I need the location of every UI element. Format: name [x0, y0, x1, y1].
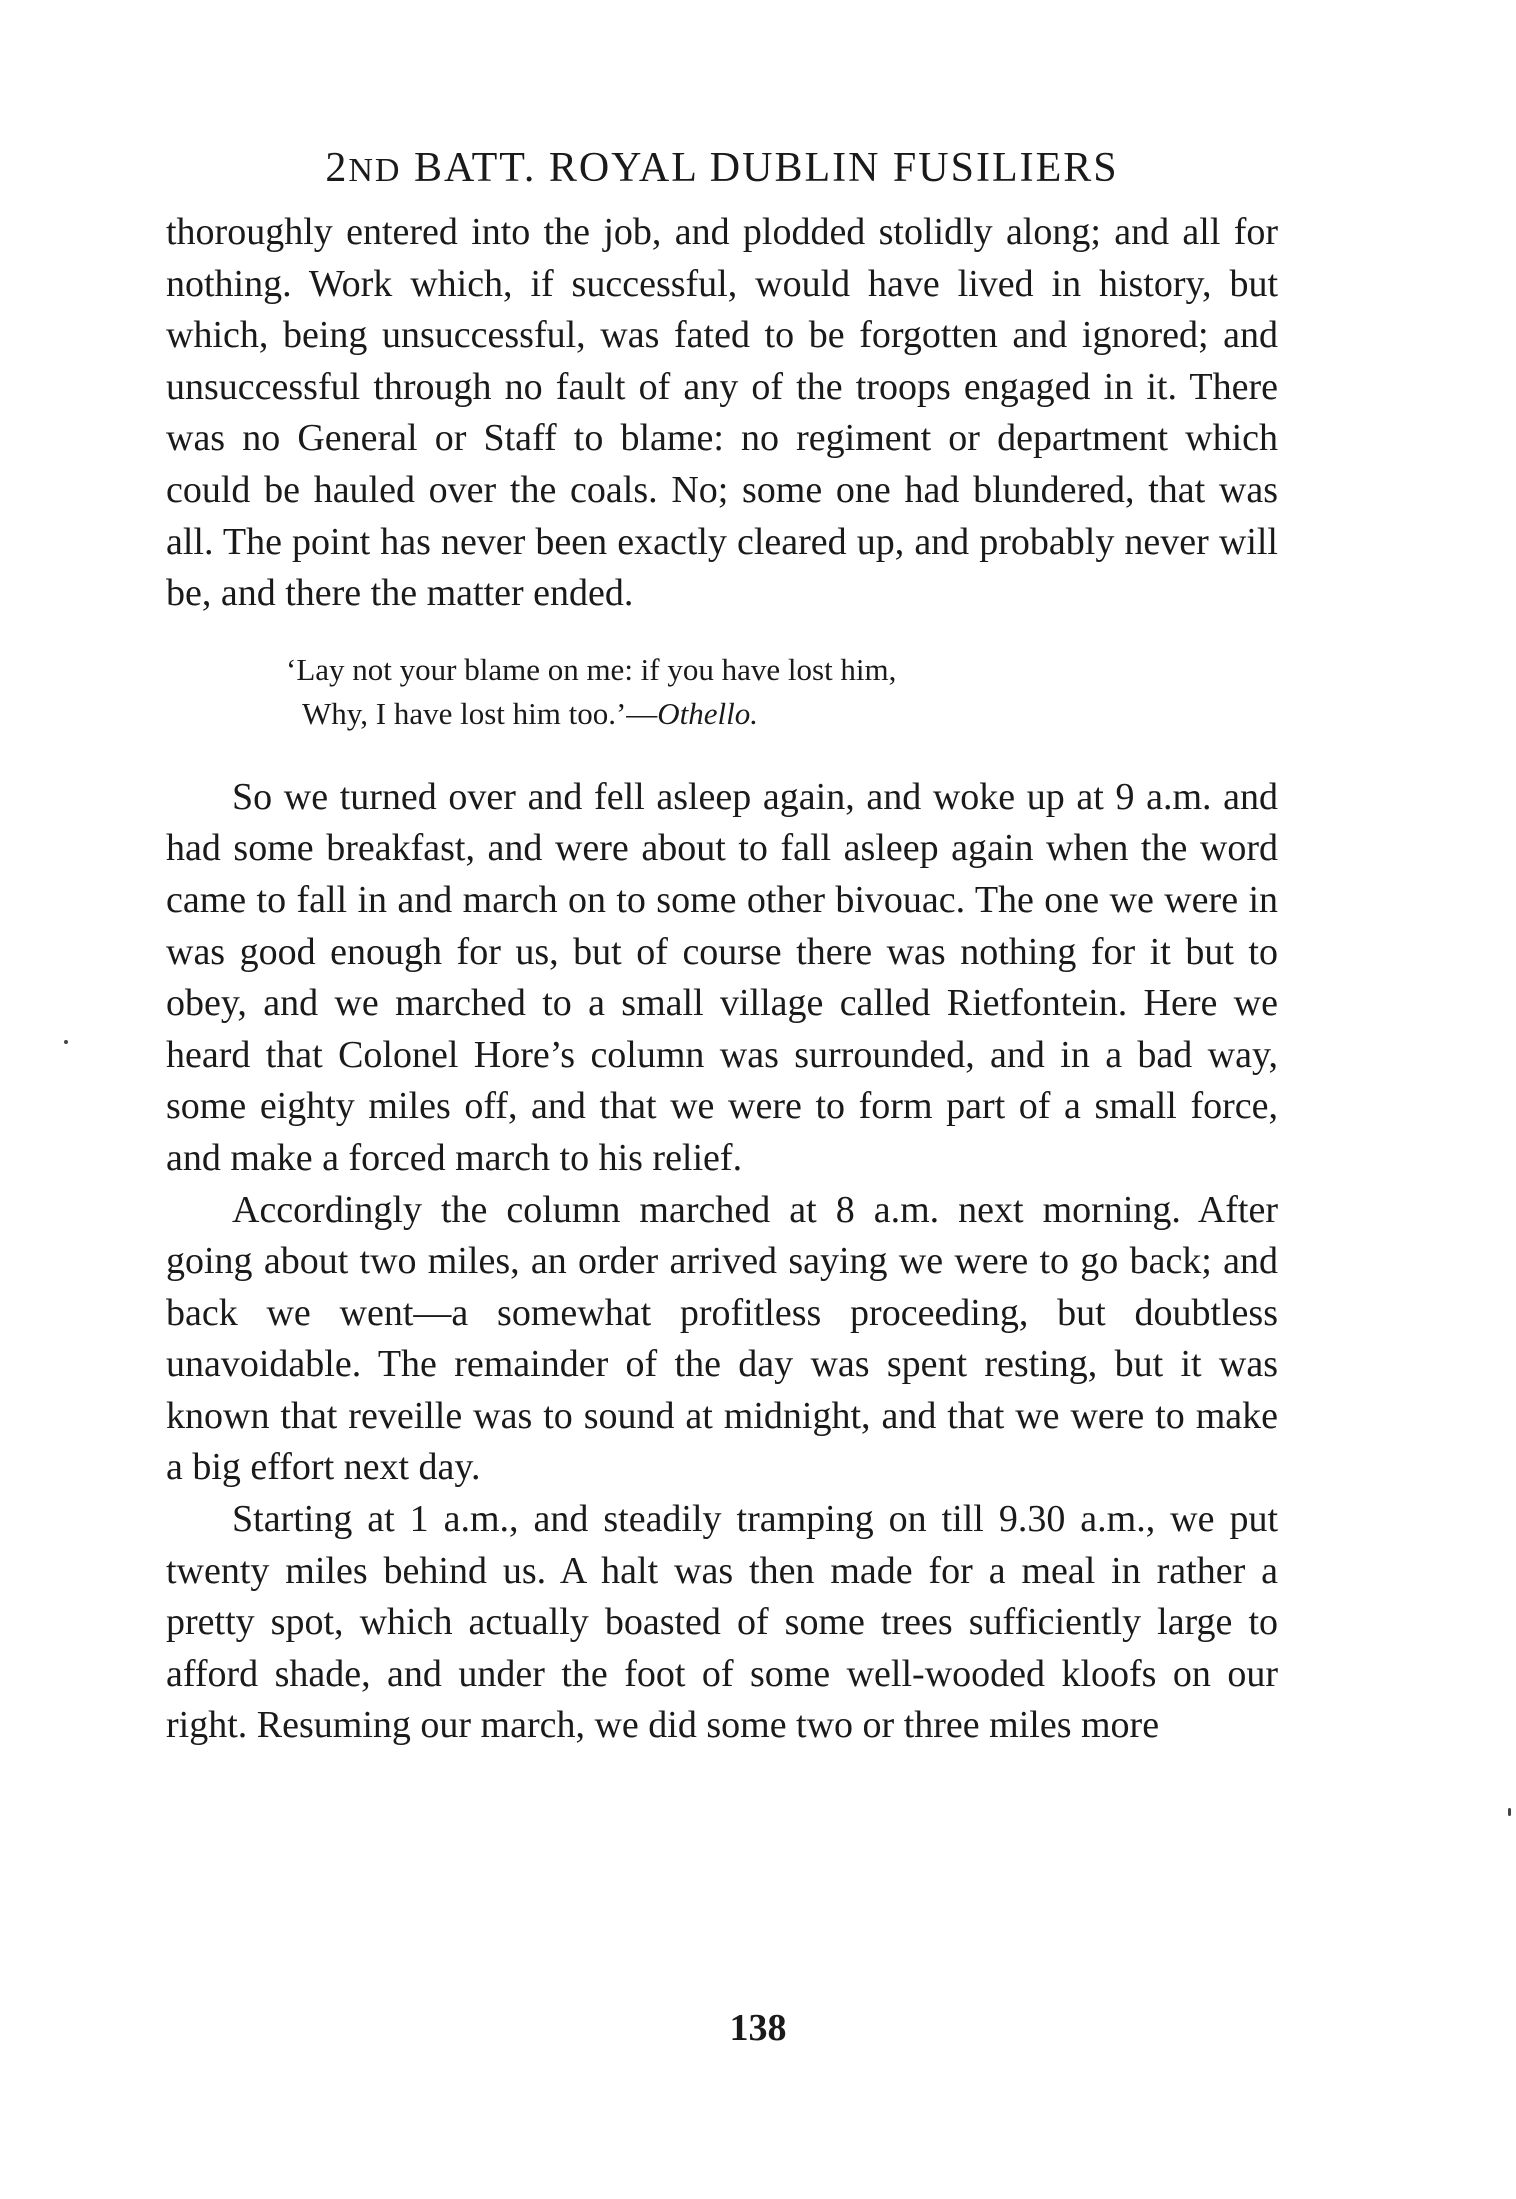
paper-speck	[1508, 1808, 1511, 1816]
header-ordinal-suffix: ND	[348, 152, 402, 189]
header-title: BATT. ROYAL DUBLIN FUSILIERS	[401, 145, 1119, 191]
paragraph-4: Starting at 1 a.m., and steadily tramping on till 9.30 a.m., we put twenty miles behind us. A halt was then made for a meal in rather a pretty spot, which actually boasted of some trees sufficiently large to afford shade, and under the foot of some well-wooded kloofs on our right. Resuming our march, we did some two or three miles more	[166, 1498, 1278, 1747]
body-text	[166, 207, 1278, 1752]
quote-line-1: ‘Lay not your blame on me: if you have lost him,	[286, 651, 897, 687]
page	[166, 140, 1278, 1752]
paragraph-3: Accordingly the column marched at 8 a.m. next morning. After going about two miles, an order arrived saying we were to go back; and back we went—a somewhat profitless proceeding, but doubtless unavoidable. The remainder of the day was spent resting, but it was known that reveille was to sound at midnight, and that we were to make a big effort next day.	[166, 1188, 1278, 1489]
quote-source: Othello.	[657, 695, 759, 731]
epigraph-quote	[166, 648, 1278, 736]
page-number: 138	[729, 2007, 787, 2049]
quote-line-2-text: Why, I have lost him too.’—	[302, 695, 658, 731]
paragraph-1: thoroughly entered into the job, and plodded stolidly along; and all for nothing. Work which, if successful, would have lived in history, but which, being unsuccessful, was fated to be forgotten and ignored; and unsuccessful through no fault of any of the troops engaged in it. There was no General or Staff to blame: no regiment or department which could be hauled over the coals. No; some one had blundered, that was all. The point has never been exactly cleared up, and probably never will be, and there the matter ended.	[166, 211, 1278, 615]
quote-line-2	[286, 692, 1278, 736]
paper-speck	[64, 1040, 68, 1044]
header-ordinal-number: 2	[325, 145, 349, 191]
running-header	[166, 140, 1278, 199]
paragraph-2: So we turned over and fell asleep again, and woke up at 9 a.m. and had some breakfast, and were about to fall asleep again when the word came to fall in and march on to some other bivouac. The one we were in was good enough for us, but of course there was nothing for it but to obey, and we marched to a small village called Rietfontein. Here we heard that Colonel Hore’s column was surrounded, and in a bad way, some eighty miles off, and that we were to form part of a small force, and make a forced march to his relief.	[166, 775, 1278, 1179]
